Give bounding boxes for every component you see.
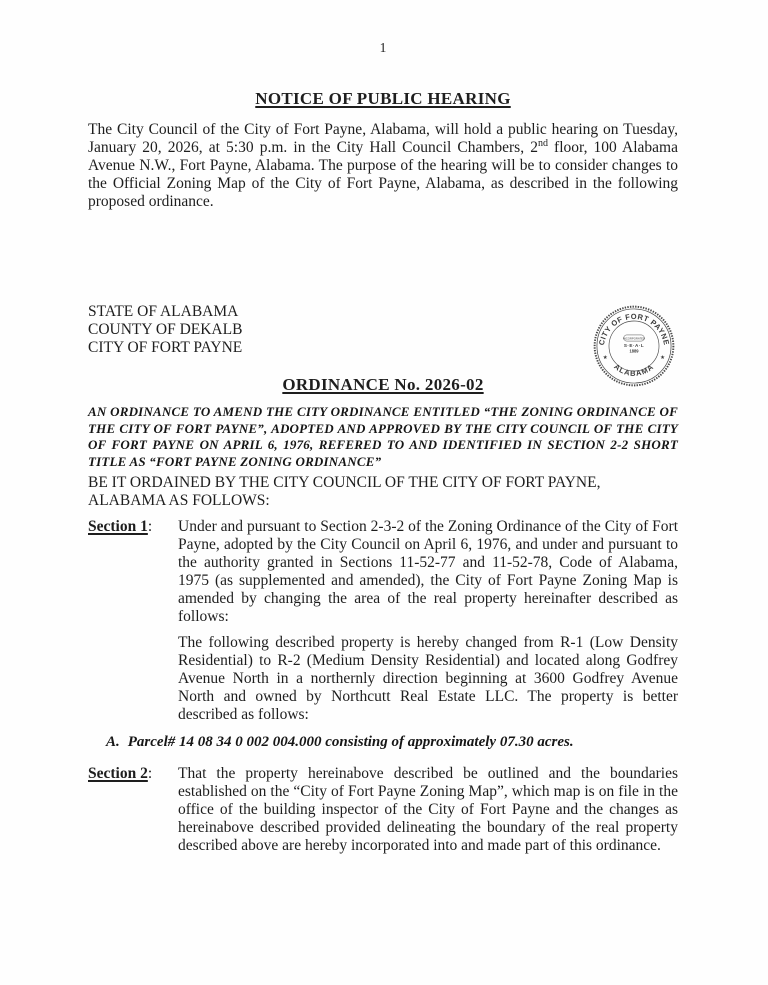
notice-body — [88, 121, 678, 211]
section-2-label-colon: : — [147, 765, 153, 782]
seal-center-text: S·E·A·L — [623, 342, 645, 348]
fort-payne-city-seal-icon — [593, 305, 675, 387]
section-1-paragraph-2: The following described property is hereby changed from R-1 (Low Density Residential) to R-2 (Medium Density Residential) and located along Godfrey Avenue North in a northernly direction beginning at 3600 Godfrey Avenue North and owned by Northcutt Real Estate LLC. The property is better described as follows: — [178, 634, 678, 723]
section-1-label-text: Section 1 — [88, 518, 148, 535]
section-2-body — [178, 765, 678, 855]
notice-body-text-cont: floor, 100 Alabama Avenue N.W., Fort Payne, Alabama. The purpose of the hearing will be to consider changes to the Official Zoning Map of the City of Fort Payne, Alabama, as described in the following proposed ordinance. — [88, 139, 678, 210]
seal-year-text: 1889 — [629, 348, 639, 354]
jurisdiction-block — [88, 303, 678, 378]
parcel-item-text: Parcel# 14 08 34 0 002 004.000 consisting of approximately 07.30 acres. — [127, 734, 574, 750]
seal-top-text: CITY OF FORT PAYNE — [596, 311, 672, 347]
section-1 — [88, 518, 678, 626]
page-number: 1 — [379, 40, 387, 55]
notice-title: NOTICE OF PUBLIC HEARING — [255, 89, 511, 108]
seal-right-star-icon: ★ — [660, 355, 666, 362]
parcel-item-label: A. — [106, 734, 120, 750]
section-2-paragraph-1: That the property hereinabove described be outlined and the boundaries established on the “City of Fort Payne Zoning Map”, which map is on file in the office of the building inspector of the City of Fort Payne and the changes as hereinabove described provided delineating the boundary of the real property described above are hereby incorporated into and made part of this ordinance. — [178, 765, 678, 854]
ordinal-superscript: nd — [537, 137, 548, 149]
section-1-label-colon: : — [147, 518, 153, 535]
ordinance-preamble: AN ORDINANCE TO AMEND THE CITY ORDINANCE ENTITLED “THE ZONING ORDINANCE OF THE CITY OF FORT PAYNE”, ADOPTED AND APPROVED BY THE CITY COUNCIL OF THE CITY OF FORT PAYNE ON APRIL 6, 1976, REFERED TO AND IDENTIFIED IN SECTION 2-2 SHORT TITLE AS “FORT PAYNE ZONING ORDINANCE” — [88, 404, 678, 469]
section-1-label — [88, 518, 178, 536]
parcel-list-item — [106, 733, 678, 751]
section-2-label — [88, 765, 178, 783]
section-2-label-text: Section 2 — [88, 765, 148, 782]
section-1-body — [178, 518, 678, 626]
jurisdiction-county-line: COUNTY OF DEKALB — [88, 321, 243, 338]
section-2 — [88, 765, 678, 855]
section-1-paragraph-1: Under and pursuant to Section 2-3-2 of the Zoning Ordinance of the City of Fort Payne, adopted by the City Council on April 6, 1976, and under and pursuant to the authority granted in Sections 11-52-77 and 11-52-78, Code of Alabama, 1975 (as supplemented and amended), the City of Fort Payne Zoning Map is amended by changing the area of the real property hereinafter described as follows: — [178, 518, 678, 625]
seal-left-star-icon: ★ — [602, 355, 608, 362]
notice-body-text: The City Council of the City of Fort Payne, Alabama, will hold a public hearing on Tuesday, January 20, 2026, at 5:30 p.m. in the City Hall Council Chambers, 2 — [88, 121, 678, 156]
seal-incorporated-text: INCORPORATED — [622, 336, 646, 341]
ordinance-heading: ORDINANCE No. 2026-02 — [282, 375, 484, 394]
jurisdiction-city-line: CITY OF FORT PAYNE — [88, 339, 243, 356]
enactment-clause: BE IT ORDAINED BY THE CITY COUNCIL OF THE CITY OF FORT PAYNE, ALABAMA AS FOLLOWS: — [88, 474, 601, 509]
seal-bottom-text: ALABAMA — [612, 362, 656, 378]
jurisdiction-state-line: STATE OF ALABAMA — [88, 303, 239, 320]
